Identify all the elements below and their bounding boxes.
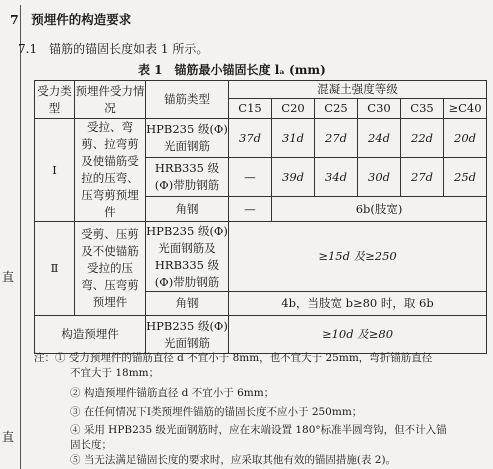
note-line: 固长度； <box>70 439 112 451</box>
note-line: ③ 在任何情况下Ⅰ类预埋件锚筋的锚固长度不应小于 250mm； <box>70 406 363 418</box>
value-cell: 24d <box>358 119 401 158</box>
anchorage-length-table <box>34 80 487 354</box>
note-line: 不宜大于 18mm； <box>70 367 160 379</box>
note-line: ② 构造预埋件锚筋直径 d 不宜小于 6mm； <box>70 387 275 399</box>
header-situation: 预埋件受力情况 <box>75 81 146 119</box>
grade-header: C30 <box>358 99 401 119</box>
grade-header: C15 <box>229 99 272 119</box>
bar-angle-steel: 角钢 <box>146 292 229 316</box>
value-cell: 22d <box>401 119 444 158</box>
value-cell: 39d <box>272 158 315 197</box>
value-cell: — <box>229 197 272 222</box>
value-cell: 31d <box>272 119 315 158</box>
bar-hrb335: HRB335 级(Φ)带肋钢筋 <box>146 158 229 197</box>
type-1: Ⅰ <box>35 119 75 222</box>
grade-header: ≥C40 <box>444 99 487 119</box>
grade-header: C20 <box>272 99 315 119</box>
grade-header: C35 <box>401 99 444 119</box>
type-2: Ⅱ <box>35 222 75 316</box>
construct-bar-type: HPB235 级(Φ)光面钢筋 <box>146 316 229 354</box>
construct-label: 构造预埋件 <box>35 316 146 354</box>
value-cell: 27d <box>401 158 444 197</box>
value-cell: 34d <box>315 158 358 197</box>
header-force-type: 受力类型 <box>35 81 75 119</box>
header-bar-type: 锚筋类型 <box>146 81 229 119</box>
value-cell: 30d <box>358 158 401 197</box>
bar-angle-steel: 角钢 <box>146 197 229 222</box>
margin-text: 直 <box>2 270 15 284</box>
intro-paragraph: 7.1 锚筋的锚固长度如表 1 所示。 <box>18 42 209 56</box>
bar-hpb235: HPB235 级(Φ)光面钢筋 <box>146 119 229 158</box>
header-concrete-grade: 混凝土强度等级 <box>229 81 487 99</box>
type-1-description: 受拉、弯剪、拉弯剪及使锚筋受拉的压弯、压弯剪预埋件 <box>75 119 146 222</box>
construct-value: ≥10d 及≥80 <box>229 316 487 354</box>
value-cell: 37d <box>229 119 272 158</box>
value-cell: — <box>229 158 272 197</box>
note-line: ④ 采用 HPB235 级光面钢筋时，应在末端设置 180°标准半圆弯钩，但不计入锚 <box>70 424 447 436</box>
section-title: 7 预埋件的构造要求 <box>10 12 132 27</box>
grade-header: C25 <box>315 99 358 119</box>
angle-1-value: 6b(肢宽) <box>272 197 487 222</box>
note-line: ⑤ 当无法满足锚固长度的要求时，应采取其他有效的锚固措施(表 2)。 <box>70 454 397 466</box>
note-line: 注：① 受力预埋件的锚筋直径 d 不宜小于 8mm，也不宜大于 25mm，弯折锚筋直径 <box>34 352 433 364</box>
page-margin-line <box>20 5 21 469</box>
margin-text: 直 <box>2 430 15 444</box>
value-cell: 25d <box>444 158 487 197</box>
type-2-value: ≥15d 及≥250 <box>229 222 487 292</box>
table-caption: 表 1 锚筋最小锚固长度 lₐ (mm) <box>138 63 326 77</box>
type-2-bar-type: HPB235 级(Φ)光面钢筋及HRB335 级(Φ)带肋钢筋 <box>146 222 229 292</box>
type-2-description: 受剪、压剪及不使锚筋受拉的压弯、压弯剪预埋件 <box>75 222 146 316</box>
value-cell: 20d <box>444 119 487 158</box>
angle-2-value: 4b，当肢宽 b≥80 时，取 6b <box>229 292 487 316</box>
value-cell: 27d <box>315 119 358 158</box>
